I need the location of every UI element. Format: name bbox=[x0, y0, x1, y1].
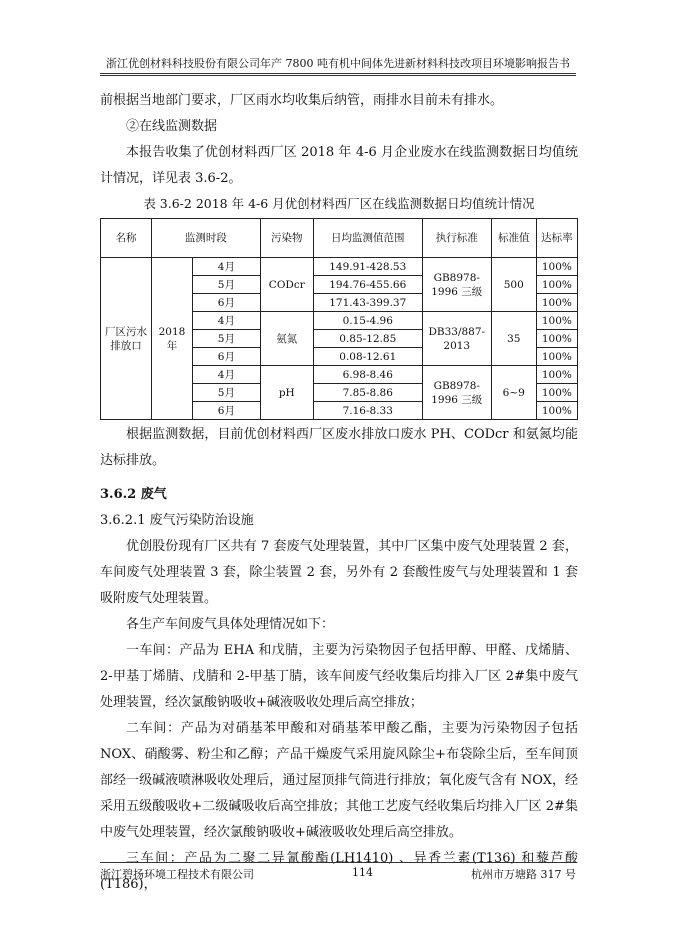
paragraph-facilities: 优创股份现有厂区共有 7 套废气处理装置，其中厂区集中废气处理装置 2 套，车间废气处理装置 3 套，除尘装置 2 套，另外有 2 套酸性废气与处理装置和 1 套吸附废气处理装置。 bbox=[100, 539, 578, 606]
paragraph-workshop-3: 三车间：产品为二聚二异氰酸酯(LH1410) 、异香兰素(T136) 和藜芦酸(T186)， bbox=[100, 851, 578, 892]
range-cell: 171.43-399.37 bbox=[313, 294, 422, 312]
paragraph-rainwater: 前根据当地部门要求，厂区雨水均收集后纳管，雨排水目前未有排水。 bbox=[100, 93, 504, 108]
paragraph-workshop-1: 一车间：产品为 EHA 和戊腈，主要为污染物因子包括甲醇、甲醛、戊烯腈、2-甲基丁烯腈、戊腈和 2-甲基丁腈，该车间废气经收集后均排入厂区 2#集中废气处理装置，经次氯酸钠吸收+碱液吸收处理后高空排放； bbox=[100, 643, 578, 710]
limit-cell: 35 bbox=[491, 312, 536, 366]
subsection-heading-facilities: 3.6.2.1 废气污染防治设施 bbox=[100, 513, 254, 528]
col-header-rate: 达标率 bbox=[536, 219, 577, 258]
header-rule bbox=[100, 73, 576, 74]
pollutant-cell: 氨氮 bbox=[260, 312, 313, 366]
month-cell: 5月 bbox=[193, 384, 261, 402]
running-header: 浙江优创材料科技股份有限公司年产 7800 吨有机中间体先进新材料科技改项目环境影响报告书 bbox=[106, 57, 570, 70]
limit-cell: 500 bbox=[491, 258, 536, 312]
month-cell: 6月 bbox=[193, 348, 261, 366]
year-cell: 2018年 bbox=[152, 258, 193, 420]
paragraph-workshop-2: 二车间：产品为对硝基苯甲酸和对硝基苯甲酸乙酯，主要为污染物因子包括 NOX、硝酸雾、粉尘和乙醇；产品干燥废气采用旋风除尘+布袋除尘后，至车间顶部经一级碱液喷淋吸收处理后，通过屋顶排气筒进行排放；氧化废气含有 NOX，经采用五级酸吸收+二级碱吸收后高空排放；其他工艺废气经收集后均排入厂区 2#集中废气处理装置，经次氯酸钠吸收+碱液吸收处理后高空排放。 bbox=[100, 721, 578, 840]
rate-cell: 100% bbox=[536, 330, 577, 348]
range-cell: 7.85-8.86 bbox=[313, 384, 422, 402]
range-cell: 7.16-8.33 bbox=[313, 402, 422, 420]
rate-cell: 100% bbox=[536, 312, 577, 330]
monitoring-table bbox=[100, 218, 578, 420]
range-cell: 6.98-8.46 bbox=[313, 366, 422, 384]
page-number: 114 bbox=[352, 866, 373, 879]
pollutant-cell: CODcr bbox=[260, 258, 313, 312]
month-cell: 4月 bbox=[193, 258, 261, 276]
col-header-limit: 标准值 bbox=[491, 219, 536, 258]
table-caption: 表 3.6-2 2018 年 4-6 月优创材料西厂区在线监测数据日均值统计情况 bbox=[143, 196, 535, 211]
month-cell: 4月 bbox=[193, 312, 261, 330]
outlet-name-cell: 厂区污水排放口 bbox=[101, 258, 152, 420]
rate-cell: 100% bbox=[536, 402, 577, 420]
range-cell: 149.91-428.53 bbox=[313, 258, 422, 276]
rate-cell: 100% bbox=[536, 366, 577, 384]
subheading-online-monitoring: ②在线监测数据 bbox=[126, 119, 218, 134]
range-cell: 0.08-12.61 bbox=[313, 348, 422, 366]
paragraph-workshops-intro: 各生产车间废气具体处理情况如下： bbox=[126, 617, 335, 632]
table-row bbox=[101, 258, 578, 276]
limit-cell: 6~9 bbox=[491, 366, 536, 420]
page-footer bbox=[100, 866, 576, 882]
paragraph-monitoring-intro: 本报告收集了优创材料西厂区 2018 年 4-6 月企业废水在线监测数据日均值统计情况，详见表 3.6-2。 bbox=[100, 145, 578, 186]
footer-rule bbox=[100, 862, 576, 863]
range-cell: 0.15-4.96 bbox=[313, 312, 422, 330]
rate-cell: 100% bbox=[536, 384, 577, 402]
header-rule-double bbox=[100, 75, 576, 76]
col-header-pollutant: 污染物 bbox=[260, 219, 313, 258]
pollutant-cell: pH bbox=[260, 366, 313, 420]
section-heading-waste-gas: 3.6.2 废气 bbox=[100, 487, 167, 502]
rate-cell: 100% bbox=[536, 348, 577, 366]
col-header-range: 日均监测值范围 bbox=[313, 219, 422, 258]
month-cell: 5月 bbox=[193, 330, 261, 348]
paragraph-compliance: 根据监测数据，目前优创材料西厂区废水排放口废水 PH、CODcr 和氨氮均能达标排放。 bbox=[100, 427, 578, 468]
month-cell: 5月 bbox=[193, 276, 261, 294]
standard-cell: DB33/887-2013 bbox=[422, 312, 491, 366]
standard-cell: GB8978-1996 三级 bbox=[422, 258, 491, 312]
standard-cell: GB8978-1996 三级 bbox=[422, 366, 491, 420]
rate-cell: 100% bbox=[536, 276, 577, 294]
rate-cell: 100% bbox=[536, 294, 577, 312]
rate-cell: 100% bbox=[536, 258, 577, 276]
month-cell: 4月 bbox=[193, 366, 261, 384]
page-body bbox=[100, 88, 578, 898]
footer-address: 杭州市万塘路 317 号 bbox=[471, 868, 576, 881]
footer-company: 浙江碧扬环境工程技术有限公司 bbox=[100, 868, 254, 881]
month-cell: 6月 bbox=[193, 402, 261, 420]
range-cell: 0.85-12.85 bbox=[313, 330, 422, 348]
month-cell: 6月 bbox=[193, 294, 261, 312]
col-header-period: 监测时段 bbox=[152, 219, 261, 258]
col-header-standard: 执行标准 bbox=[422, 219, 491, 258]
range-cell: 194.76-455.66 bbox=[313, 276, 422, 294]
col-header-name: 名称 bbox=[101, 219, 152, 258]
